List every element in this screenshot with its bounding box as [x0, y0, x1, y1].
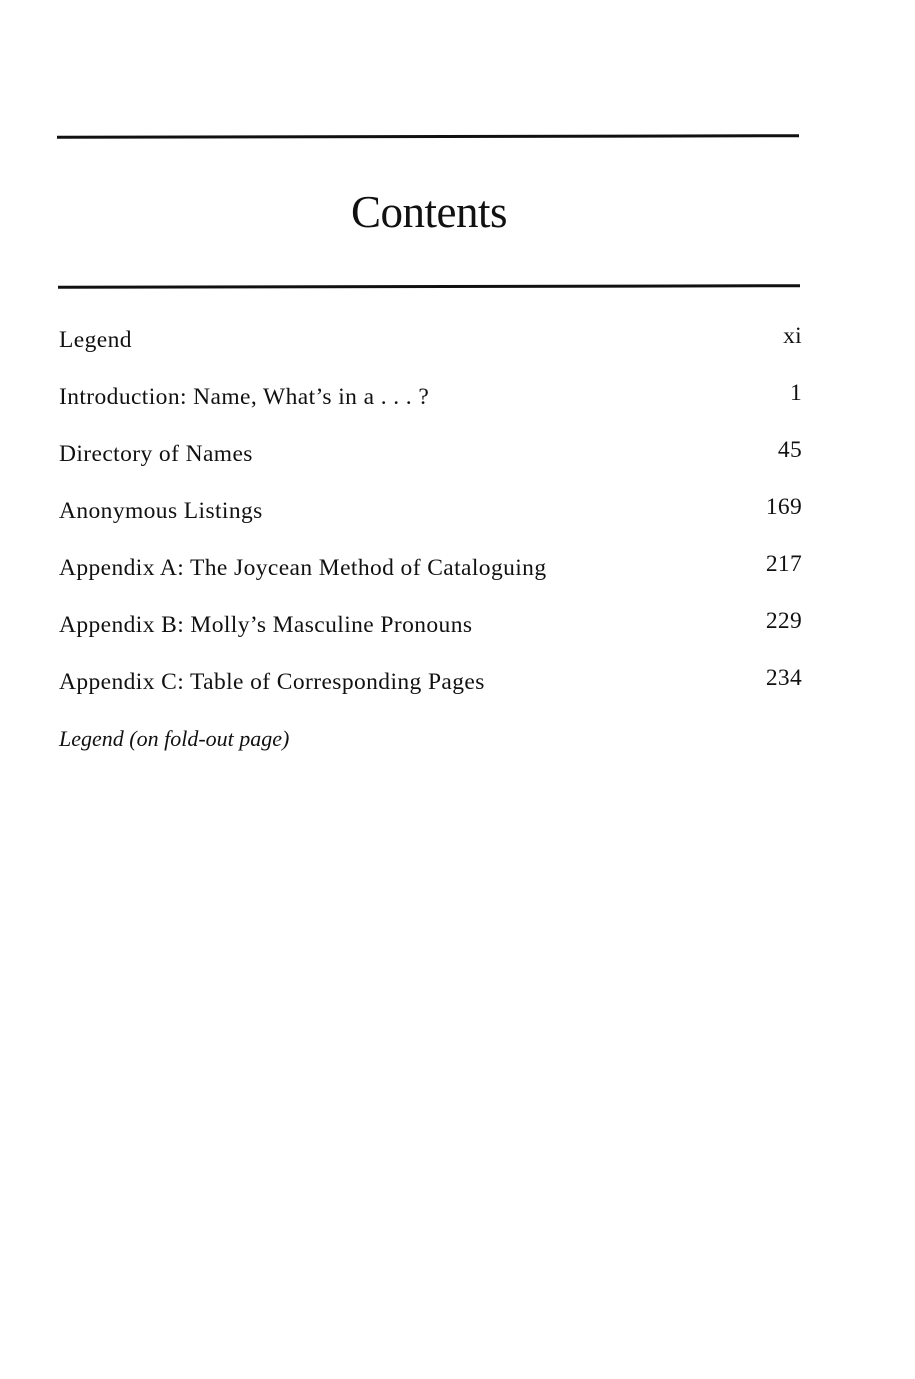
- page-title: Contents: [350, 187, 507, 237]
- toc-entry-page-number: 45: [777, 437, 802, 463]
- toc-entry-anonymous-listings[interactable]: [59, 493, 802, 550]
- toc-entry-appendix-a[interactable]: [59, 550, 802, 607]
- table-of-contents: [59, 322, 802, 721]
- toc-entry-page-number: xi: [783, 323, 802, 349]
- toc-entry-directory-of-names[interactable]: [59, 436, 802, 493]
- toc-entry-legend[interactable]: [59, 322, 802, 379]
- toc-entry-label: Legend: [59, 327, 132, 353]
- toc-entry-introduction[interactable]: [59, 379, 802, 436]
- toc-entry-page-number: 1: [789, 380, 802, 406]
- toc-entry-page-number: 169: [765, 494, 802, 520]
- toc-entry-label: Appendix B: Molly’s Masculine Pronouns: [59, 612, 473, 638]
- toc-entry-label: Anonymous Listings: [59, 498, 263, 524]
- toc-legend-note: Legend (on fold-out page): [59, 726, 290, 751]
- top-rule: [57, 134, 799, 139]
- toc-entry-page-number: 234: [765, 665, 802, 691]
- toc-entry-page-number: 229: [765, 608, 802, 634]
- toc-entry-appendix-b[interactable]: [59, 607, 802, 664]
- toc-entry-label: Introduction: Name, What’s in a . . . ?: [59, 384, 430, 410]
- toc-entry-label: Directory of Names: [59, 441, 253, 467]
- toc-entry-label: Appendix C: Table of Corresponding Pages: [59, 669, 485, 695]
- toc-entry-page-number: 217: [765, 551, 802, 577]
- toc-entry-appendix-c[interactable]: [59, 664, 802, 721]
- bottom-rule: [58, 284, 800, 289]
- toc-entry-label: Appendix A: The Joycean Method of Cataloguing: [59, 555, 547, 581]
